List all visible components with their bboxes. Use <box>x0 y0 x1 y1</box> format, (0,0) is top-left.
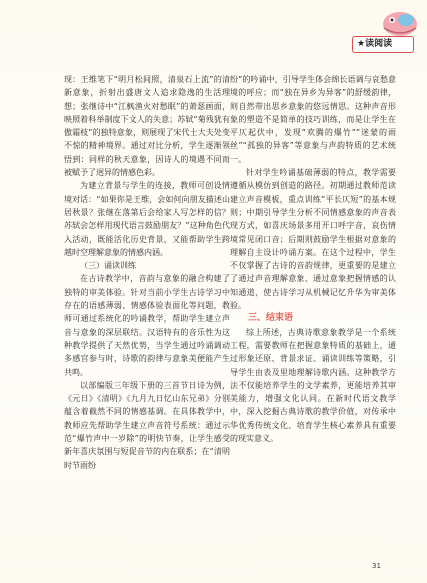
paragraph: 针对学生吟诵基础薄弱的特点，教学需要遵循从模仿到创造的路径。初期通过教师范读建立声音模板，重点训练“平长仄短”的基本规则；中期引导学生分析不同情感意象的声音表现方式，如喜庆场景多用开口呼字音，哀伤情境常见闭口音；后期则鼓励学生根据对意象的理解自主设计吟诵方案。在这个过程中，学生不仅掌握了古诗的音韵规律，更重要的是建立了通过声音理解意象、通过意象把握情感的认知通道，使古诗学习从机械记忆升华为审美体验。 <box>230 168 396 311</box>
paragraph: 现：王维笔下“明月松间照，清泉石上流”的清新意象，折射出盛唐文人追求隐逸的生活理想；张继诗中“江枫渔火对愁眠”的萧瑟画面，映照着科举制度下文人的失意；苏轼“菊残犹有傲霜枝”的独特意象，则展现了宋代士大夫处变不惊的精神境界。通过对比分析，学生逐渐领悟到：同样的秋天意象，因诗人的境遇不同而被赋予了迥异的情感色彩。 <box>64 75 230 178</box>
left-column <box>64 73 230 472</box>
paragraph: 为建立背景与学生的连接，教师可创设情境对话：“如果你是王维，会如何向朋友描述山居秋景？张继在落第后会给家人写怎样的信？苏轼会怎样用现代语言鼓励朋友？”这种角色代入活动，既能活化历史背景，又能帮助学生跨越时空理解意象的情感内涵。 <box>64 181 230 257</box>
paragraph: 纷”的吟诵中，引导学生体会绵长语调与哀愁意境的呼应；而“独在异乡为异客”的舒缓韵律，则自然带出思乡意象的悠远情思。这种声音形象的塑造不是简单的技巧训练，而是让学生在平仄起伏中，发现“欢腾的爆竹”“迷蒙的雨丝”“孤独的异客”等意象与声韵特质的艺术统一。 <box>230 75 396 164</box>
right-column <box>230 73 396 445</box>
page-number: 31 <box>372 562 381 570</box>
paragraph: 综上所述，古典诗歌意象教学是一个系统工程，需要教师在把握意象特质的基础上，通过形象还原、背景求证、诵读训练等策略，引导学生由表及里地理解诗歌内涵。这种教学方法不仅能培养学生的文学素养，更能培养其审美能力，增强文化认同。在新时代语文教学中，深入挖掘古典诗歌的教学价值，对传承中华优秀传统文化、培育学生核心素养具有重要的现实意义。 <box>230 327 396 444</box>
paragraph: 在古诗教学中，音韵与意象的融合构建了独特的审美体验。针对当前小学生古诗学习中存在的语感薄弱、情感体验表面化等问题，教师可通过系统化的吟诵教学，帮助学生建立声音与意象的深层联结。汉语特有的音乐性为这种教学提供了天然优势，当学生通过吟诵调动多感官参与时，诗歌的韵律与意象美便能产生共鸣。 <box>64 274 230 377</box>
paragraph: 以部编版三年级下册的三首节日诗为例，《元日》《清明》《九月九日忆山东兄弟》分别蕴含着截然不同的情感基调。在具体教学中，教师应先帮助学生建立声音符号系统：通过示范“爆竹声中一岁除”的明快节奏，让学生感受新年喜庆氛围与短促音节的内在联系；在“清明时节雨纷 <box>64 380 230 470</box>
subsection-heading: （三）诵读训练 <box>80 261 136 271</box>
section-heading: 三、结束语 <box>248 313 294 324</box>
section-badge: ★读阅读 <box>352 36 414 53</box>
reading-mascot-icon <box>370 8 418 38</box>
